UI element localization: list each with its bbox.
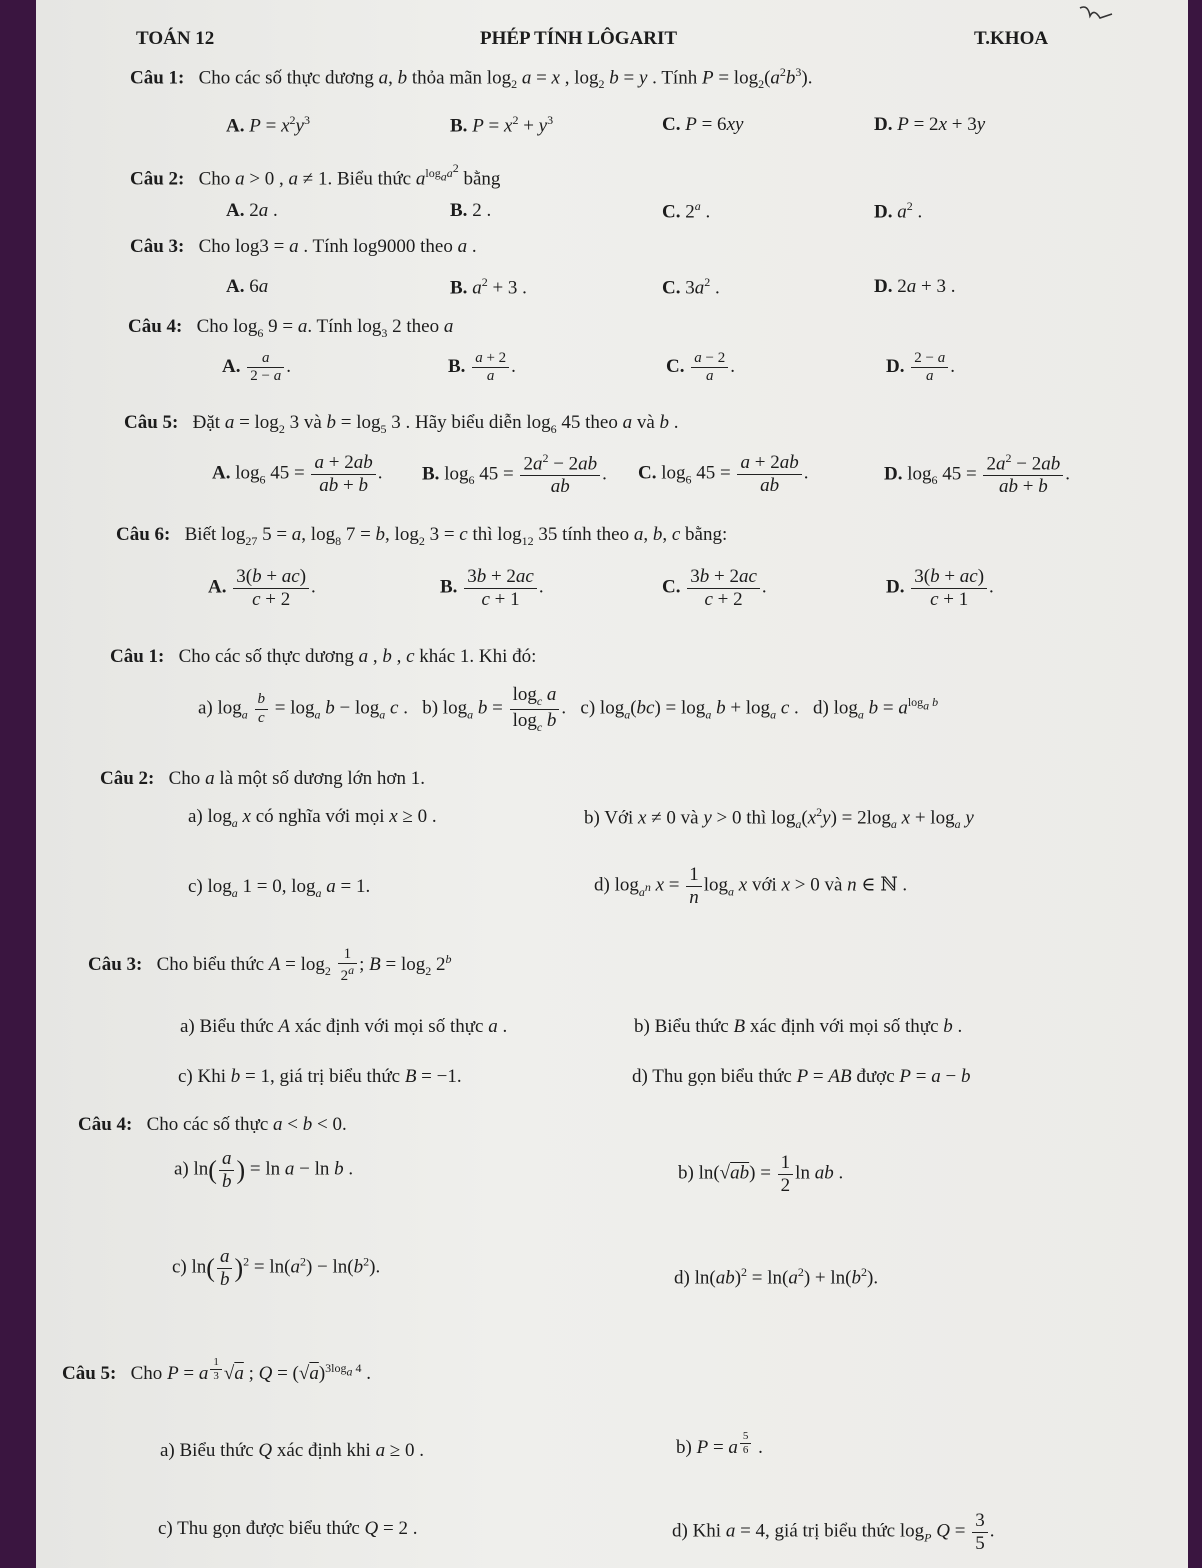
signature-mark [1076, 2, 1116, 28]
tf3-statement-a: a) Biểu thức A xác định với mọi số thực a . [180, 1016, 508, 1037]
tf-question-1: Câu 1: Cho các số thực dương a , b , c khác 1. Khi đó: [110, 646, 537, 667]
worksheet-page [36, 0, 1188, 1568]
q1-option-a: A. $P = x^2y^3$ [226, 113, 310, 137]
author-label: T.KHOA [974, 28, 1049, 49]
question-2: Câu 2: Cho a > 0 , a ≠ 1. Biểu thức $a^{log_aa^2}$ bằng [130, 161, 501, 190]
q3-option-d: D. 2a + 3 . [874, 276, 956, 297]
q2-option-a: A. 2a . [226, 200, 278, 221]
q3-option-c: C. $3a^2$ . [662, 275, 720, 299]
q6-option-a: A. $\frac{3(b + ac)}{c + 2}$ . [208, 566, 316, 610]
question-5: Câu 5: Đặt $a = \log_2 3$ và $b = \log_5 3$ . Hãy biểu diễn $\log_6 45$ theo a và b . [124, 412, 679, 436]
tf5-statement-d: d) Khi a = 4, giá trị biểu thức $\log_P Q$ = $\frac{3}{5}$ . [672, 1510, 995, 1554]
subject-label: TOÁN 12 [136, 28, 215, 49]
q1-option-c: C. P = 6xy [662, 114, 744, 135]
q6-option-b: B. $\frac{3b + 2ac}{c + 1}$ . [440, 566, 544, 610]
tf5-statement-a: a) Biểu thức Q xác định khi a ≥ 0 . [160, 1440, 425, 1461]
q6-option-d: D. $\frac{3(b + ac)}{c + 1}$ . [886, 566, 994, 610]
q5-option-c: C. $\log_6 45$ = $\frac{a + 2ab}{ab}$ . [638, 452, 809, 496]
question-4: Câu 4: Cho $\log_6 9 = a$. Tính $\log_3 2$ theo a [128, 316, 454, 340]
q2-option-c: C. 2$^a$ . [662, 199, 711, 223]
tf-question-4: Câu 4: Cho các số thực a < b < 0. [78, 1114, 347, 1135]
tf1-statements: a) $\log_a$ $\frac{b}{c}$ = $\log_a b - \log_a c$ . b) $\log_a b$ = $\frac{\log_c a}{\log_c b}$ . c) $\log_a(bc) = \log_a b + \log_a c$ . d) $\log_a b = a^{log_a b}$ [198, 684, 939, 734]
q4-option-b: B. $\frac{a + 2}{a}$ . [448, 350, 516, 385]
tf-question-2: Câu 2: Cho a là một số dương lớn hơn 1. [100, 768, 425, 789]
page-title: PHÉP TÍNH LÔGARIT [480, 28, 678, 49]
q5-option-a: A. $\log_6 45$ = $\frac{a + 2ab}{ab + b}$ . [212, 452, 383, 496]
question-1: Câu 1: Cho các số thực dương a, b thỏa mãn $\log_2 a = x$ , $\log_2 b = y$ . Tính $P = \log_2(a^2b^3)$. [130, 65, 813, 92]
question-3: Câu 3: Cho log3 = a . Tính log9000 theo a . [130, 236, 477, 257]
tf2-statement-d: d) $\log_{a^n} x$ = $\frac{1}{n}$ $\log_a x$ với x > 0 và n ∈ ℕ . [594, 864, 908, 908]
q2-option-b: B. 2 . [450, 200, 492, 221]
tf3-statement-d: d) Thu gọn biểu thức P = AB được P = a − b [632, 1066, 971, 1087]
tf2-statement-b: b) Với x ≠ 0 và y > 0 thì $\log_a(x^2y) = 2\log_a$ $x + \log_a y$ [584, 805, 974, 832]
tf-question-3: Câu 3: Cho biểu thức $A = \log_2$ $\frac{1}{2^a}$ ; $B = \log_2 2^b$ [88, 946, 452, 985]
tf4-statement-d: d) $\ln(ab)^2 = \ln(a^2) + \ln(b^2)$. [674, 1265, 879, 1289]
q1-option-d: D. P = 2x + 3y [874, 114, 986, 135]
q4-option-a: A. $\frac{a}{2 - a}$ . [222, 350, 291, 385]
q1-option-b: B. $P = x^2 + y^3$ [450, 113, 554, 137]
q4-option-c: C. $\frac{a - 2}{a}$ . [666, 350, 735, 385]
tf5-statement-c: c) Thu gọn được biểu thức Q = 2 . [158, 1518, 418, 1539]
tf4-statement-b: b) ln(√ab) = $\frac{1}{2}$ ln ab . [678, 1152, 844, 1196]
tf5-statement-b: b) P = a $^{\frac{5}{6}}$ . [676, 1430, 763, 1459]
q5-option-d: D. $\log_6 45$ = $\frac{2a^2 - 2ab}{ab + b}$ . [884, 451, 1070, 498]
tf2-statement-c: c) $\log_a 1 = 0$, $\log_a a = 1$. [188, 876, 371, 900]
q3-option-b: B. $a^2 + 3$ . [450, 275, 527, 299]
tf3-statement-b: b) Biểu thức B xác định với mọi số thực b . [634, 1016, 963, 1037]
q5-option-b: B. $\log_6 45$ = $\frac{2a^2 - 2ab}{ab}$ . [422, 451, 607, 498]
q3-option-a: A. 6a [226, 276, 269, 297]
q6-option-c: C. $\frac{3b + 2ac}{c + 2}$ . [662, 566, 767, 610]
tf-question-5: Câu 5: Cho P = a $^{\frac{1}{3}}$ √a ; $Q = (√a)^{3log_a 4}$ . [62, 1356, 371, 1385]
tf3-statement-c: c) Khi b = 1, giá trị biểu thức B = −1. [178, 1066, 462, 1087]
tf2-statement-a: a) $\log_a x$ có nghĩa với mọi x ≥ 0 . [188, 806, 437, 830]
q2-option-d: D. $a^2$ . [874, 199, 923, 223]
tf4-statement-a: a) ln( $\frac{a}{b}$ ) = ln a − ln b . [174, 1148, 354, 1192]
q4-option-d: D. $\frac{2 - a}{a}$ . [886, 350, 955, 385]
tf4-statement-c: c) ln( $\frac{a}{b}$ )$^2 = \ln(a^2) - \ln(b^2)$. [172, 1246, 381, 1290]
question-6: Câu 6: Biết $\log_{27} 5 = a$, $\log_8 7 = b$, $\log_2 3 = c$ thì $\log_{12} 35$ tính theo a, b, c bằng: [116, 524, 728, 548]
